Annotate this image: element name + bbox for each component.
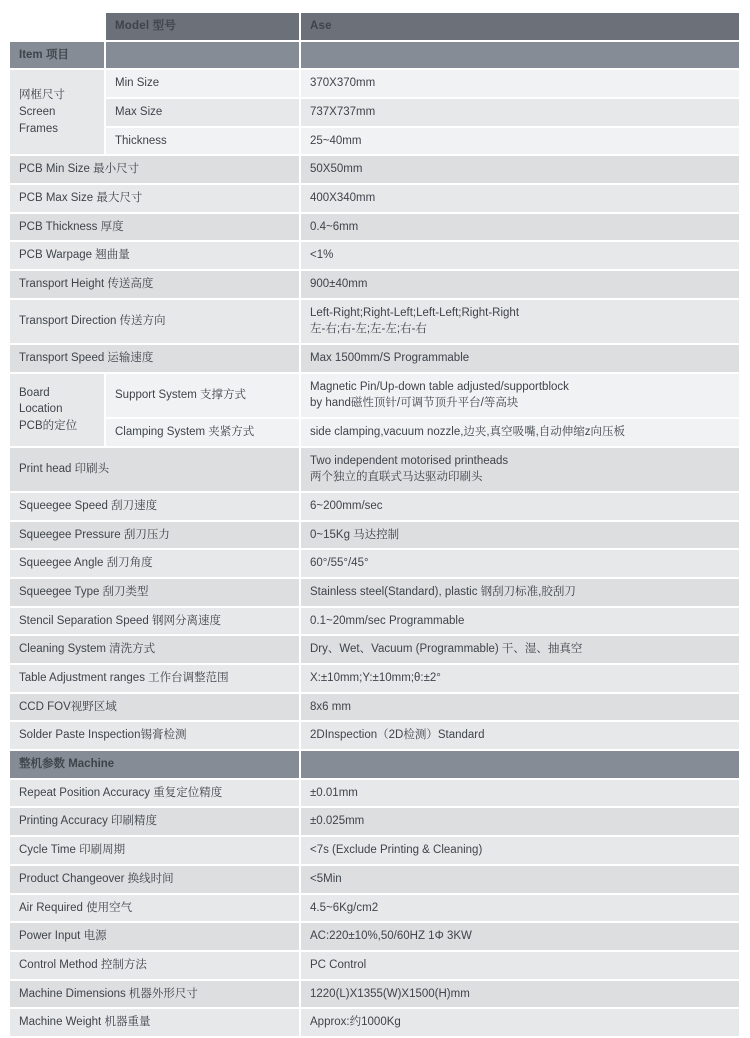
machine-section-fill xyxy=(300,750,740,779)
board-location-row-value-1: side clamping,vacuum nozzle,边夹,真空吸嘴,自动伸缩z向压板 xyxy=(300,418,740,447)
row-value-squeegee-speed: 6~200mm/sec xyxy=(300,492,740,521)
row-value-printing-accuracy: ±0.025mm xyxy=(300,807,740,836)
item-header-fill-1 xyxy=(105,41,300,70)
board-location-row-name-1: Clamping System 夹紧方式 xyxy=(105,418,300,447)
table-row xyxy=(10,836,740,865)
row-value-pcb-max-size: 400X340mm xyxy=(300,184,740,213)
table-row xyxy=(10,779,740,808)
support-system-value-en: Magnetic Pin/Up-down table adjusted/supportblock xyxy=(310,380,569,393)
row-name-repeat-position-accuracy: Repeat Position Accuracy 重复定位精度 xyxy=(10,779,300,808)
board-location-label xyxy=(10,373,105,447)
row-name-cycle-time: Cycle Time 印刷周期 xyxy=(10,836,300,865)
row-name-squeegee-type: Squeegee Type 刮刀类型 xyxy=(10,578,300,607)
item-header-row xyxy=(10,41,740,70)
print-head-value-en: Two independent motorised printheads xyxy=(310,454,509,467)
table-row xyxy=(10,807,740,836)
table-row xyxy=(10,922,740,951)
specification-table xyxy=(10,13,741,1038)
table-row xyxy=(10,664,740,693)
row-name-squeegee-speed: Squeegee Speed 刮刀速度 xyxy=(10,492,300,521)
table-header-row xyxy=(10,13,740,41)
header-model-label: Model 型号 xyxy=(105,13,300,41)
table-row xyxy=(10,578,740,607)
row-value-pcb-warpage: <1% xyxy=(300,241,740,270)
item-header-fill-2 xyxy=(300,41,740,70)
table-row xyxy=(10,1008,740,1037)
table-row xyxy=(10,980,740,1009)
row-value-cleaning-system: Dry、Wet、Vacuum (Programmable) 干、湿、抽真空 xyxy=(300,635,740,664)
row-name-pcb-thickness: PCB Thickness 厚度 xyxy=(10,213,300,242)
table-row xyxy=(10,521,740,550)
table-row xyxy=(10,418,740,447)
row-value-machine-weight: Approx:约1000Kg xyxy=(300,1008,740,1037)
transport-direction-value-cn: 左-右;右-左;左-左;右-右 xyxy=(310,323,427,336)
row-value-transport-speed: Max 1500mm/S Programmable xyxy=(300,344,740,373)
row-name-table-adjustment-ranges: Table Adjustment ranges 工作台调整范围 xyxy=(10,664,300,693)
board-location-label-l1: Board xyxy=(19,386,50,399)
board-location-row-name-0: Support System 支撑方式 xyxy=(105,373,300,418)
row-name-machine-weight: Machine Weight 机器重量 xyxy=(10,1008,300,1037)
row-value-ccd-fov: 8x6 mm xyxy=(300,693,740,722)
table-row xyxy=(10,344,740,373)
row-name-air-required: Air Required 使用空气 xyxy=(10,894,300,923)
header-model-value: Ase xyxy=(300,13,740,41)
table-row xyxy=(10,213,740,242)
row-value-squeegee-pressure: 0~15Kg 马达控制 xyxy=(300,521,740,550)
row-value-stencil-separation-speed: 0.1~20mm/sec Programmable xyxy=(300,607,740,636)
screen-frames-row-value-0: 370X370mm xyxy=(300,69,740,98)
row-name-cleaning-system: Cleaning System 清洗方式 xyxy=(10,635,300,664)
screen-frames-label xyxy=(10,69,105,155)
row-name-control-method: Control Method 控制方法 xyxy=(10,951,300,980)
table-row xyxy=(10,865,740,894)
transport-direction-value-en: Left-Right;Right-Left;Left-Left;Right-Right xyxy=(310,306,520,319)
screen-frames-label-en2: Frames xyxy=(19,122,58,135)
screen-frames-row-value-2: 25~40mm xyxy=(300,127,740,156)
row-value-squeegee-type: Stainless steel(Standard), plastic 钢刮刀标准,胶刮刀 xyxy=(300,578,740,607)
row-value-machine-dimensions: 1220(L)X1355(W)X1500(H)mm xyxy=(300,980,740,1009)
table-row xyxy=(10,894,740,923)
board-location-label-l3: PCB的定位 xyxy=(19,420,78,433)
machine-section-header-row xyxy=(10,750,740,779)
row-name-printing-accuracy: Printing Accuracy 印刷精度 xyxy=(10,807,300,836)
screen-frames-row-name-0: Min Size xyxy=(105,69,300,98)
row-name-squeegee-angle: Squeegee Angle 刮刀角度 xyxy=(10,549,300,578)
table-row xyxy=(10,241,740,270)
table-row xyxy=(10,492,740,521)
table-row xyxy=(10,951,740,980)
row-name-print-head: Print head 印刷头 xyxy=(10,447,300,492)
row-name-pcb-max-size: PCB Max Size 最大尺寸 xyxy=(10,184,300,213)
screen-frames-row-value-1: 737X737mm xyxy=(300,98,740,127)
table-row xyxy=(10,447,740,492)
row-value-transport-direction xyxy=(300,299,740,344)
table-row xyxy=(10,98,740,127)
row-value-pcb-min-size: 50X50mm xyxy=(300,155,740,184)
row-value-power-input: AC:220±10%,50/60HZ 1Φ 3KW xyxy=(300,922,740,951)
table-row xyxy=(10,607,740,636)
row-value-air-required: 4.5~6Kg/cm2 xyxy=(300,894,740,923)
screen-frames-row-name-2: Thickness xyxy=(105,127,300,156)
row-name-pcb-warpage: PCB Warpage 翘曲量 xyxy=(10,241,300,270)
row-name-squeegee-pressure: Squeegee Pressure 刮刀压力 xyxy=(10,521,300,550)
row-value-repeat-position-accuracy: ±0.01mm xyxy=(300,779,740,808)
row-name-transport-direction: Transport Direction 传送方向 xyxy=(10,299,300,344)
table-row xyxy=(10,184,740,213)
row-name-ccd-fov: CCD FOV视野区域 xyxy=(10,693,300,722)
table-row xyxy=(10,299,740,344)
print-head-value-cn: 两个独立的直联式马达驱动印刷头 xyxy=(310,471,483,484)
table-row xyxy=(10,635,740,664)
row-value-solder-paste-inspection: 2DInspection（2D检测）Standard xyxy=(300,721,740,750)
row-value-control-method: PC Control xyxy=(300,951,740,980)
table-row xyxy=(10,373,740,418)
support-system-value-cn: by hand磁性顶针/可调节顶升平台/等高块 xyxy=(310,397,519,410)
row-value-table-adjustment-ranges: X:±10mm;Y:±10mm;θ:±2° xyxy=(300,664,740,693)
table-row xyxy=(10,69,740,98)
board-location-row-value-0 xyxy=(300,373,740,418)
screen-frames-label-en1: Screen xyxy=(19,106,56,119)
row-name-transport-speed: Transport Speed 运输速度 xyxy=(10,344,300,373)
screen-frames-row-name-1: Max Size xyxy=(105,98,300,127)
table-row xyxy=(10,155,740,184)
row-value-product-changeover: <5Min xyxy=(300,865,740,894)
row-value-cycle-time: <7s (Exclude Printing & Cleaning) xyxy=(300,836,740,865)
item-header-label: Item 项目 xyxy=(10,41,105,70)
row-value-print-head xyxy=(300,447,740,492)
row-name-solder-paste-inspection: Solder Paste Inspection锡膏检测 xyxy=(10,721,300,750)
machine-section-title: 整机参数 Machine xyxy=(10,750,300,779)
row-name-pcb-min-size: PCB Min Size 最小尺寸 xyxy=(10,155,300,184)
board-location-label-l2: Location xyxy=(19,403,63,416)
row-name-power-input: Power Input 电源 xyxy=(10,922,300,951)
table-row xyxy=(10,721,740,750)
table-row xyxy=(10,549,740,578)
table-row xyxy=(10,270,740,299)
row-name-product-changeover: Product Changeover 换线时间 xyxy=(10,865,300,894)
screen-frames-label-cn: 网框尺寸 xyxy=(19,89,65,102)
table-row xyxy=(10,693,740,722)
row-value-squeegee-angle: 60°/55°/45° xyxy=(300,549,740,578)
row-value-pcb-thickness: 0.4~6mm xyxy=(300,213,740,242)
row-name-machine-dimensions: Machine Dimensions 机器外形尺寸 xyxy=(10,980,300,1009)
row-value-transport-height: 900±40mm xyxy=(300,270,740,299)
row-name-stencil-separation-speed: Stencil Separation Speed 钢网分离速度 xyxy=(10,607,300,636)
row-name-transport-height: Transport Height 传送高度 xyxy=(10,270,300,299)
table-row xyxy=(10,127,740,156)
header-empty-cell xyxy=(10,13,105,41)
